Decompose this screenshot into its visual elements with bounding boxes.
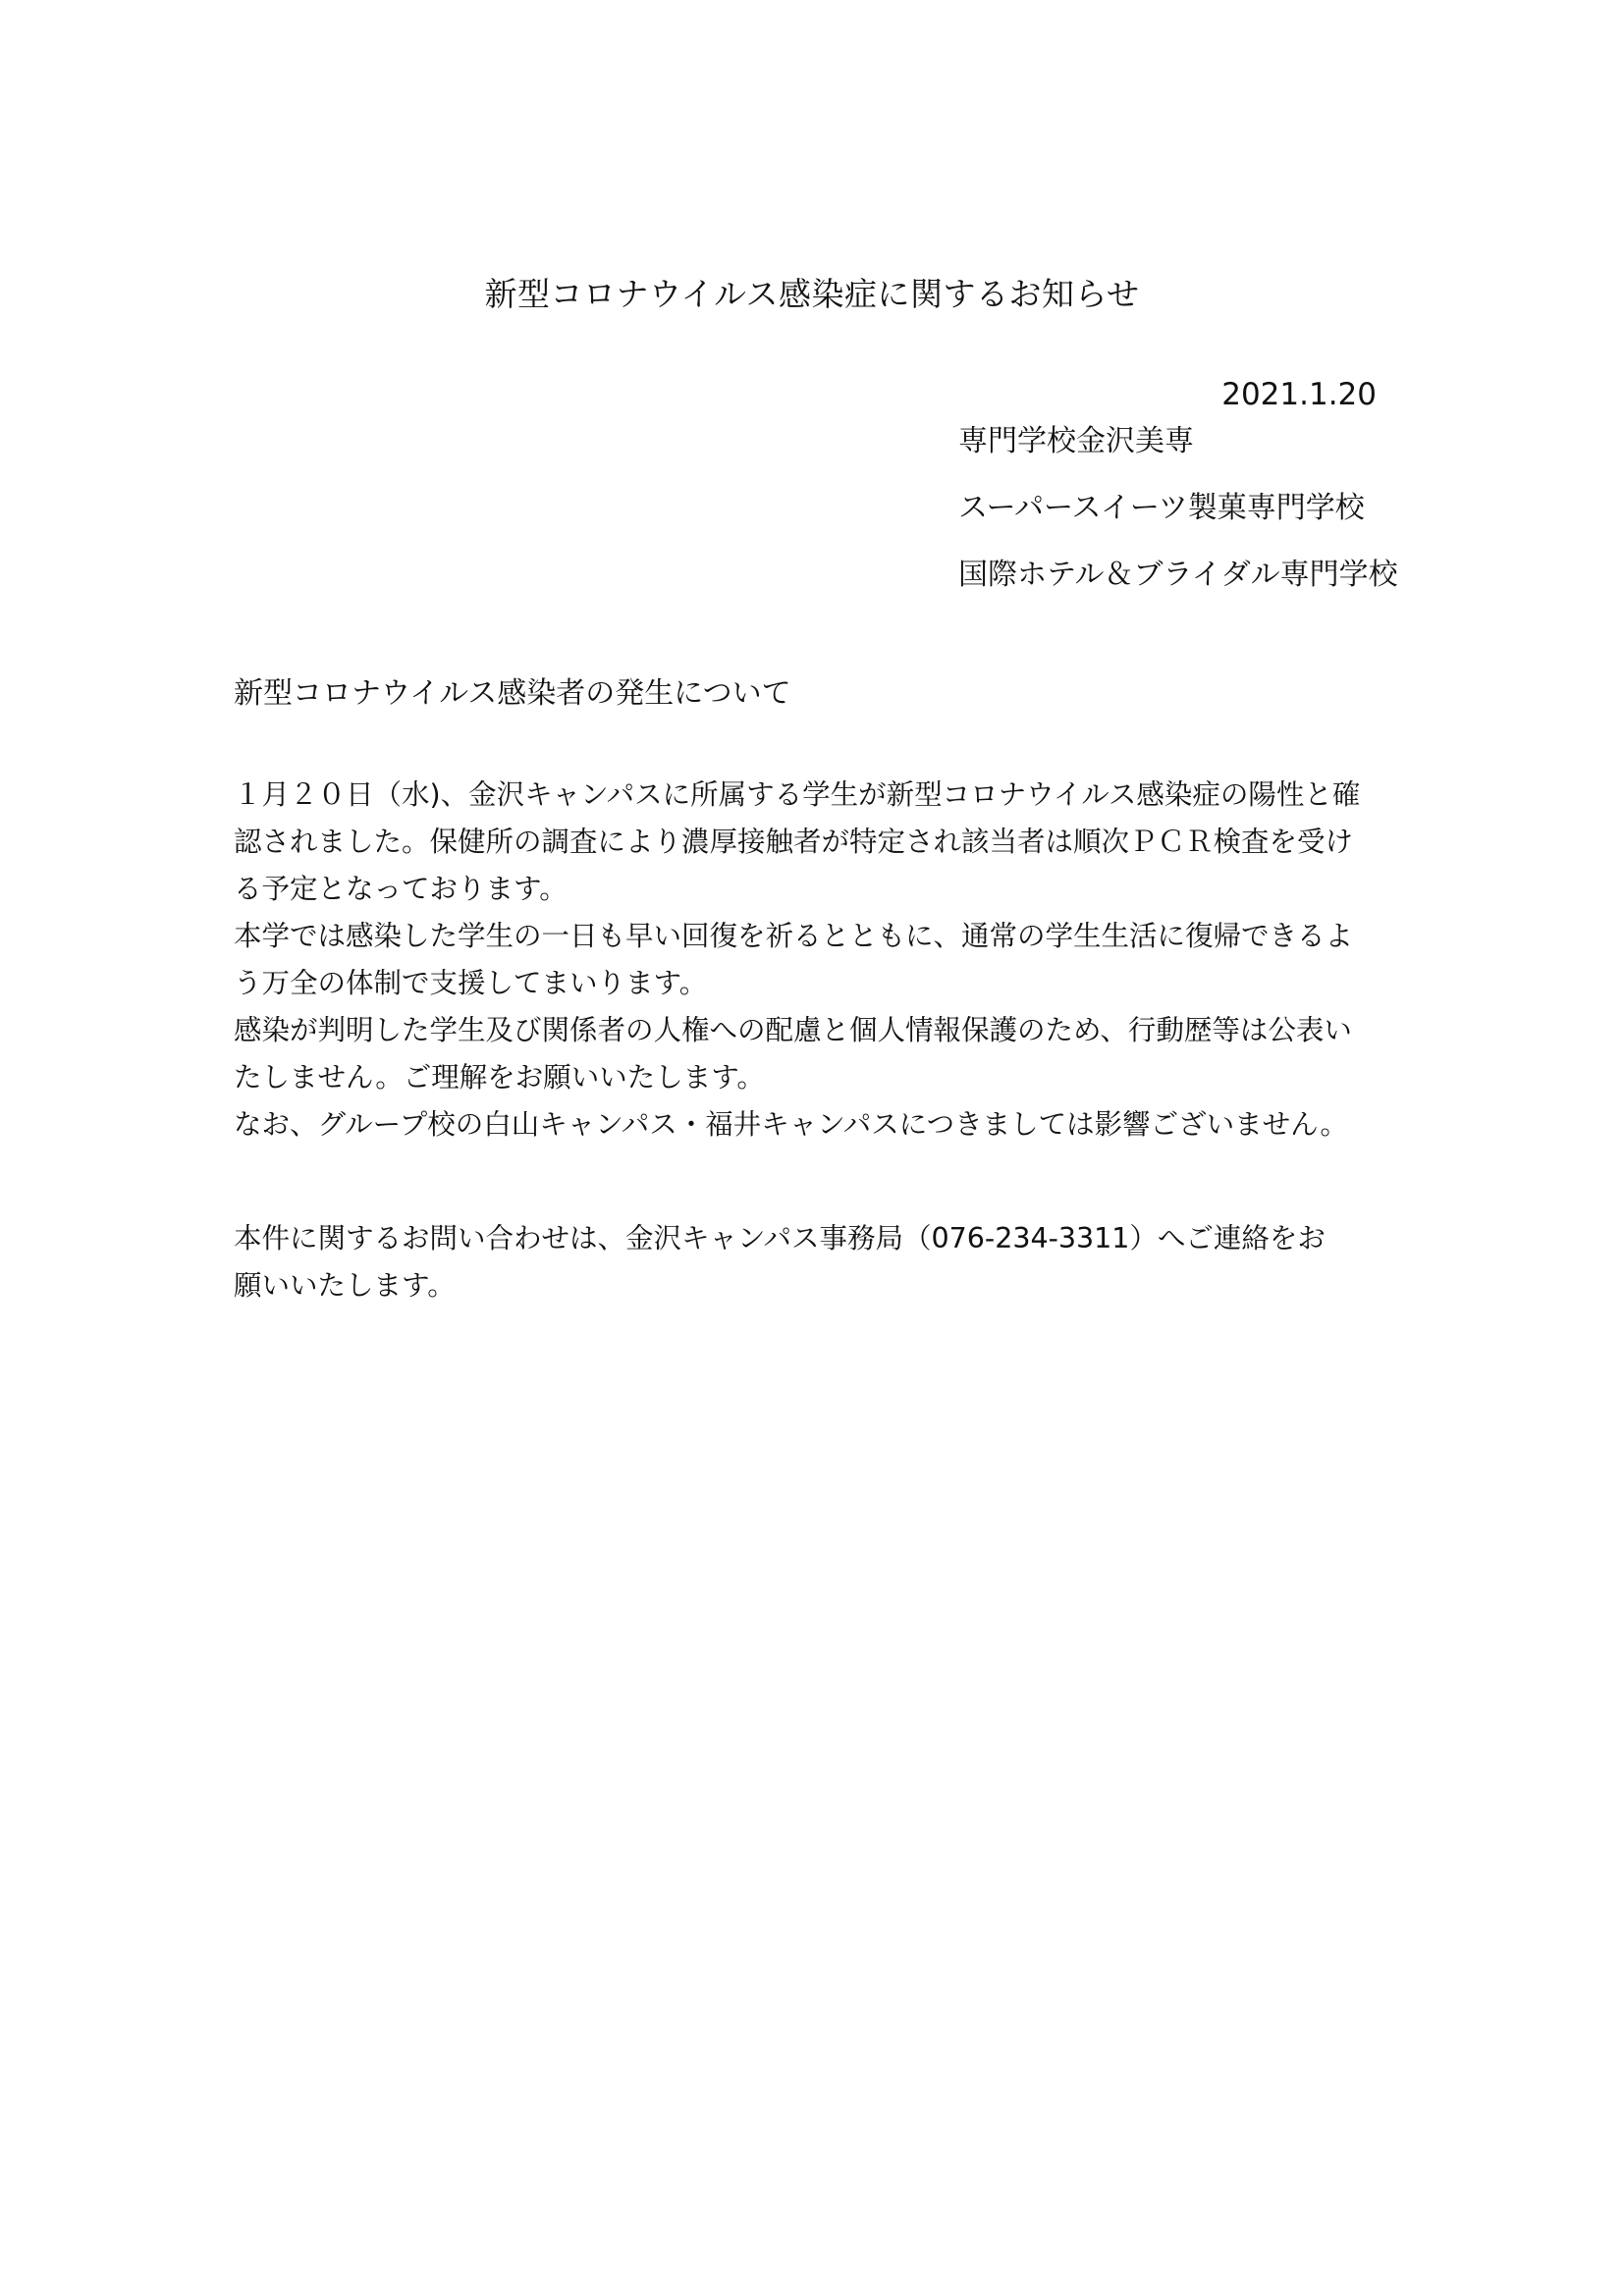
- sender-name: 専門学校金沢美専: [958, 424, 1194, 458]
- body-line: る予定となっております。: [234, 873, 568, 905]
- document-date: 2021.1.20: [1221, 377, 1377, 412]
- body-line: 本学では感染した学生の一日も早い回復を祈るとともに、通常の学生生活に復帰できるよ: [234, 920, 1354, 952]
- page-title: 新型コロナウイルス感染症に関するお知らせ: [484, 275, 1140, 313]
- body-line: 感染が判明した学生及び関係者の人権への配慮と個人情報保護のため、行動歴等は公表い: [234, 1014, 1352, 1046]
- contact-text: [234, 1215, 1412, 1309]
- sender-list: [958, 420, 1398, 620]
- sender-name: 国際ホテル＆ブライダル専門学校: [958, 558, 1398, 592]
- body-line: う万全の体制で支援してまいります。: [234, 967, 708, 999]
- contact-line: 願いいたします。: [234, 1269, 456, 1302]
- body-line: なお、グループ校の白山キャンパス・福井キャンパスにつきましては影響ございません。: [234, 1108, 1348, 1141]
- body-line: たしません。ご理解をお願いいたします。: [234, 1061, 765, 1094]
- contact-line: 本件に関するお問い合わせは、金沢キャンパス事務局（076-234-3311）へご連絡をお: [234, 1222, 1326, 1255]
- body-text: [234, 772, 1412, 1148]
- subject-heading: 新型コロナウイルス感染者の発生について: [234, 676, 791, 711]
- sender-name: スーパースイーツ製菓専門学校: [958, 491, 1365, 525]
- body-line: １月２０日（水)、金沢キャンパスに所属する学生が新型コロナウイルス感染症の陽性と確: [234, 778, 1361, 811]
- body-line: 認されました。保健所の調査により濃厚接触者が特定され該当者は順次ＰＣＲ検査を受け: [234, 826, 1354, 858]
